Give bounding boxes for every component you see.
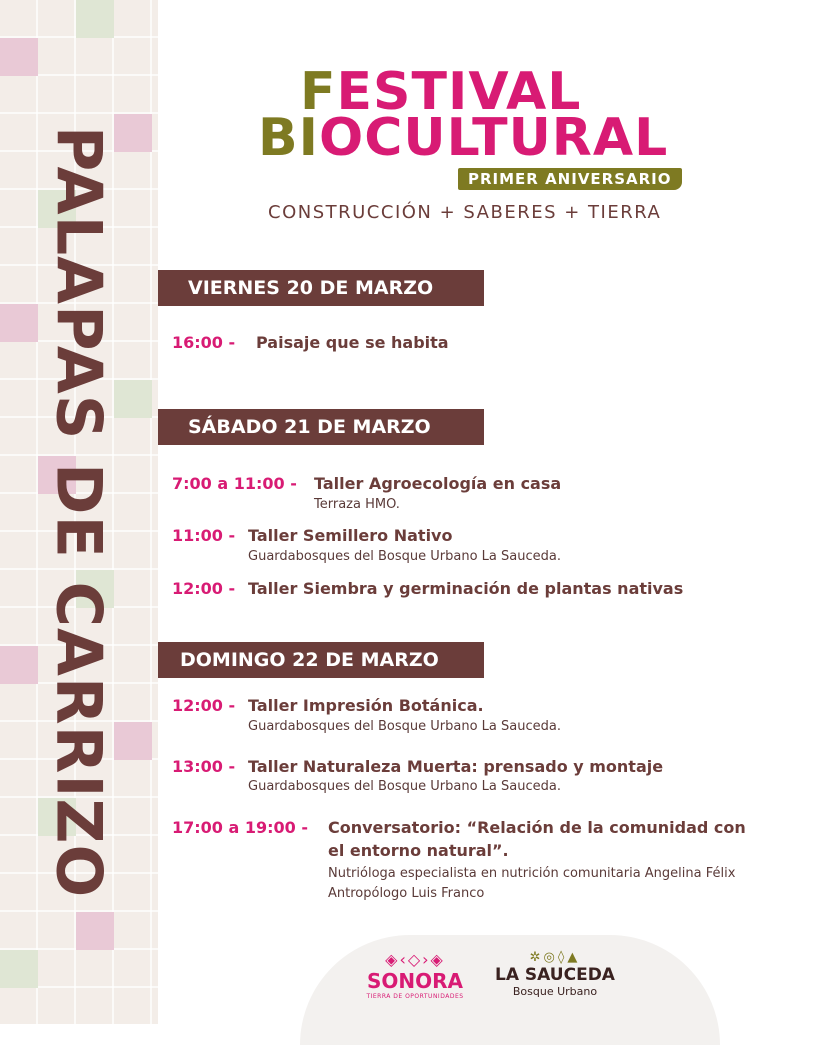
event-title: Taller Naturaleza Muerta: prensado y montaje	[248, 757, 664, 776]
event-speaker: Nutrióloga especialista en nutrición comunitaria Angelina Félix	[328, 866, 736, 881]
logo-word-festival: ESTIVAL	[336, 62, 582, 122]
event-time: 12:00 -	[172, 579, 236, 598]
event-host: Guardabosques del Bosque Urbano La Sauceda.	[248, 719, 561, 734]
event-speaker: Antropólogo Luis Franco	[328, 886, 485, 901]
sauceda-sub: Bosque Urbano	[512, 985, 598, 998]
event-title: Taller Siembra y germinación de plantas nativas	[248, 579, 684, 598]
event-title: Taller Semillero Nativo	[248, 526, 453, 545]
event-time: 11:00 -	[172, 526, 236, 545]
sonora-name: SONORA	[366, 969, 464, 993]
event-host: Guardabosques del Bosque Urbano La Sauceda.	[248, 779, 561, 794]
logo-letters-bi: BI	[258, 108, 319, 168]
event-time: 17:00 a 19:00 -	[172, 818, 309, 837]
sonora-logo	[360, 950, 470, 1000]
logo-word-cultural: OCULTURAL	[318, 108, 669, 168]
day-header-friday: VIERNES 20 DE MARZO	[158, 270, 484, 306]
event-time: 13:00 -	[172, 757, 236, 776]
event-title-cont: el entorno natural”.	[328, 841, 509, 860]
event-title: Conversatorio: “Relación de la comunidad con	[328, 818, 746, 837]
sonora-tagline: TIERRA DE OPORTUNIDADES	[366, 993, 464, 1000]
logo-line-2	[258, 108, 668, 168]
event-host: Guardabosques del Bosque Urbano La Sauceda.	[248, 549, 561, 564]
sauceda-logo	[490, 950, 620, 998]
sonora-pattern-icon: ◈‹◇›◈	[385, 950, 445, 969]
logo-letter-f: F	[300, 62, 337, 122]
day-header-saturday: SÁBADO 21 DE MARZO	[158, 409, 484, 445]
event-time: 12:00 -	[172, 696, 236, 715]
tagline: CONSTRUCCIÓN + SABERES + TIERRA	[268, 202, 662, 223]
sauceda-icons: ✲◎◊▲	[529, 950, 581, 965]
event-time: 16:00 -	[172, 333, 236, 352]
side-title-text: PALAPAS DE CARRIZO	[42, 125, 116, 899]
event-location: Terraza HMO.	[314, 497, 400, 512]
event-time: 7:00 a 11:00 -	[172, 474, 297, 493]
festival-logo	[258, 62, 708, 192]
event-title: Paisaje que se habita	[256, 333, 449, 352]
event-title: Taller Impresión Botánica.	[248, 696, 484, 715]
side-title	[0, 0, 158, 1024]
anniversary-badge: PRIMER ANIVERSARIO	[458, 168, 682, 190]
event-title: Taller Agroecología en casa	[314, 474, 562, 493]
day-header-sunday: DOMINGO 22 DE MARZO	[158, 642, 484, 678]
sauceda-name: LA SAUCEDA	[495, 965, 615, 985]
